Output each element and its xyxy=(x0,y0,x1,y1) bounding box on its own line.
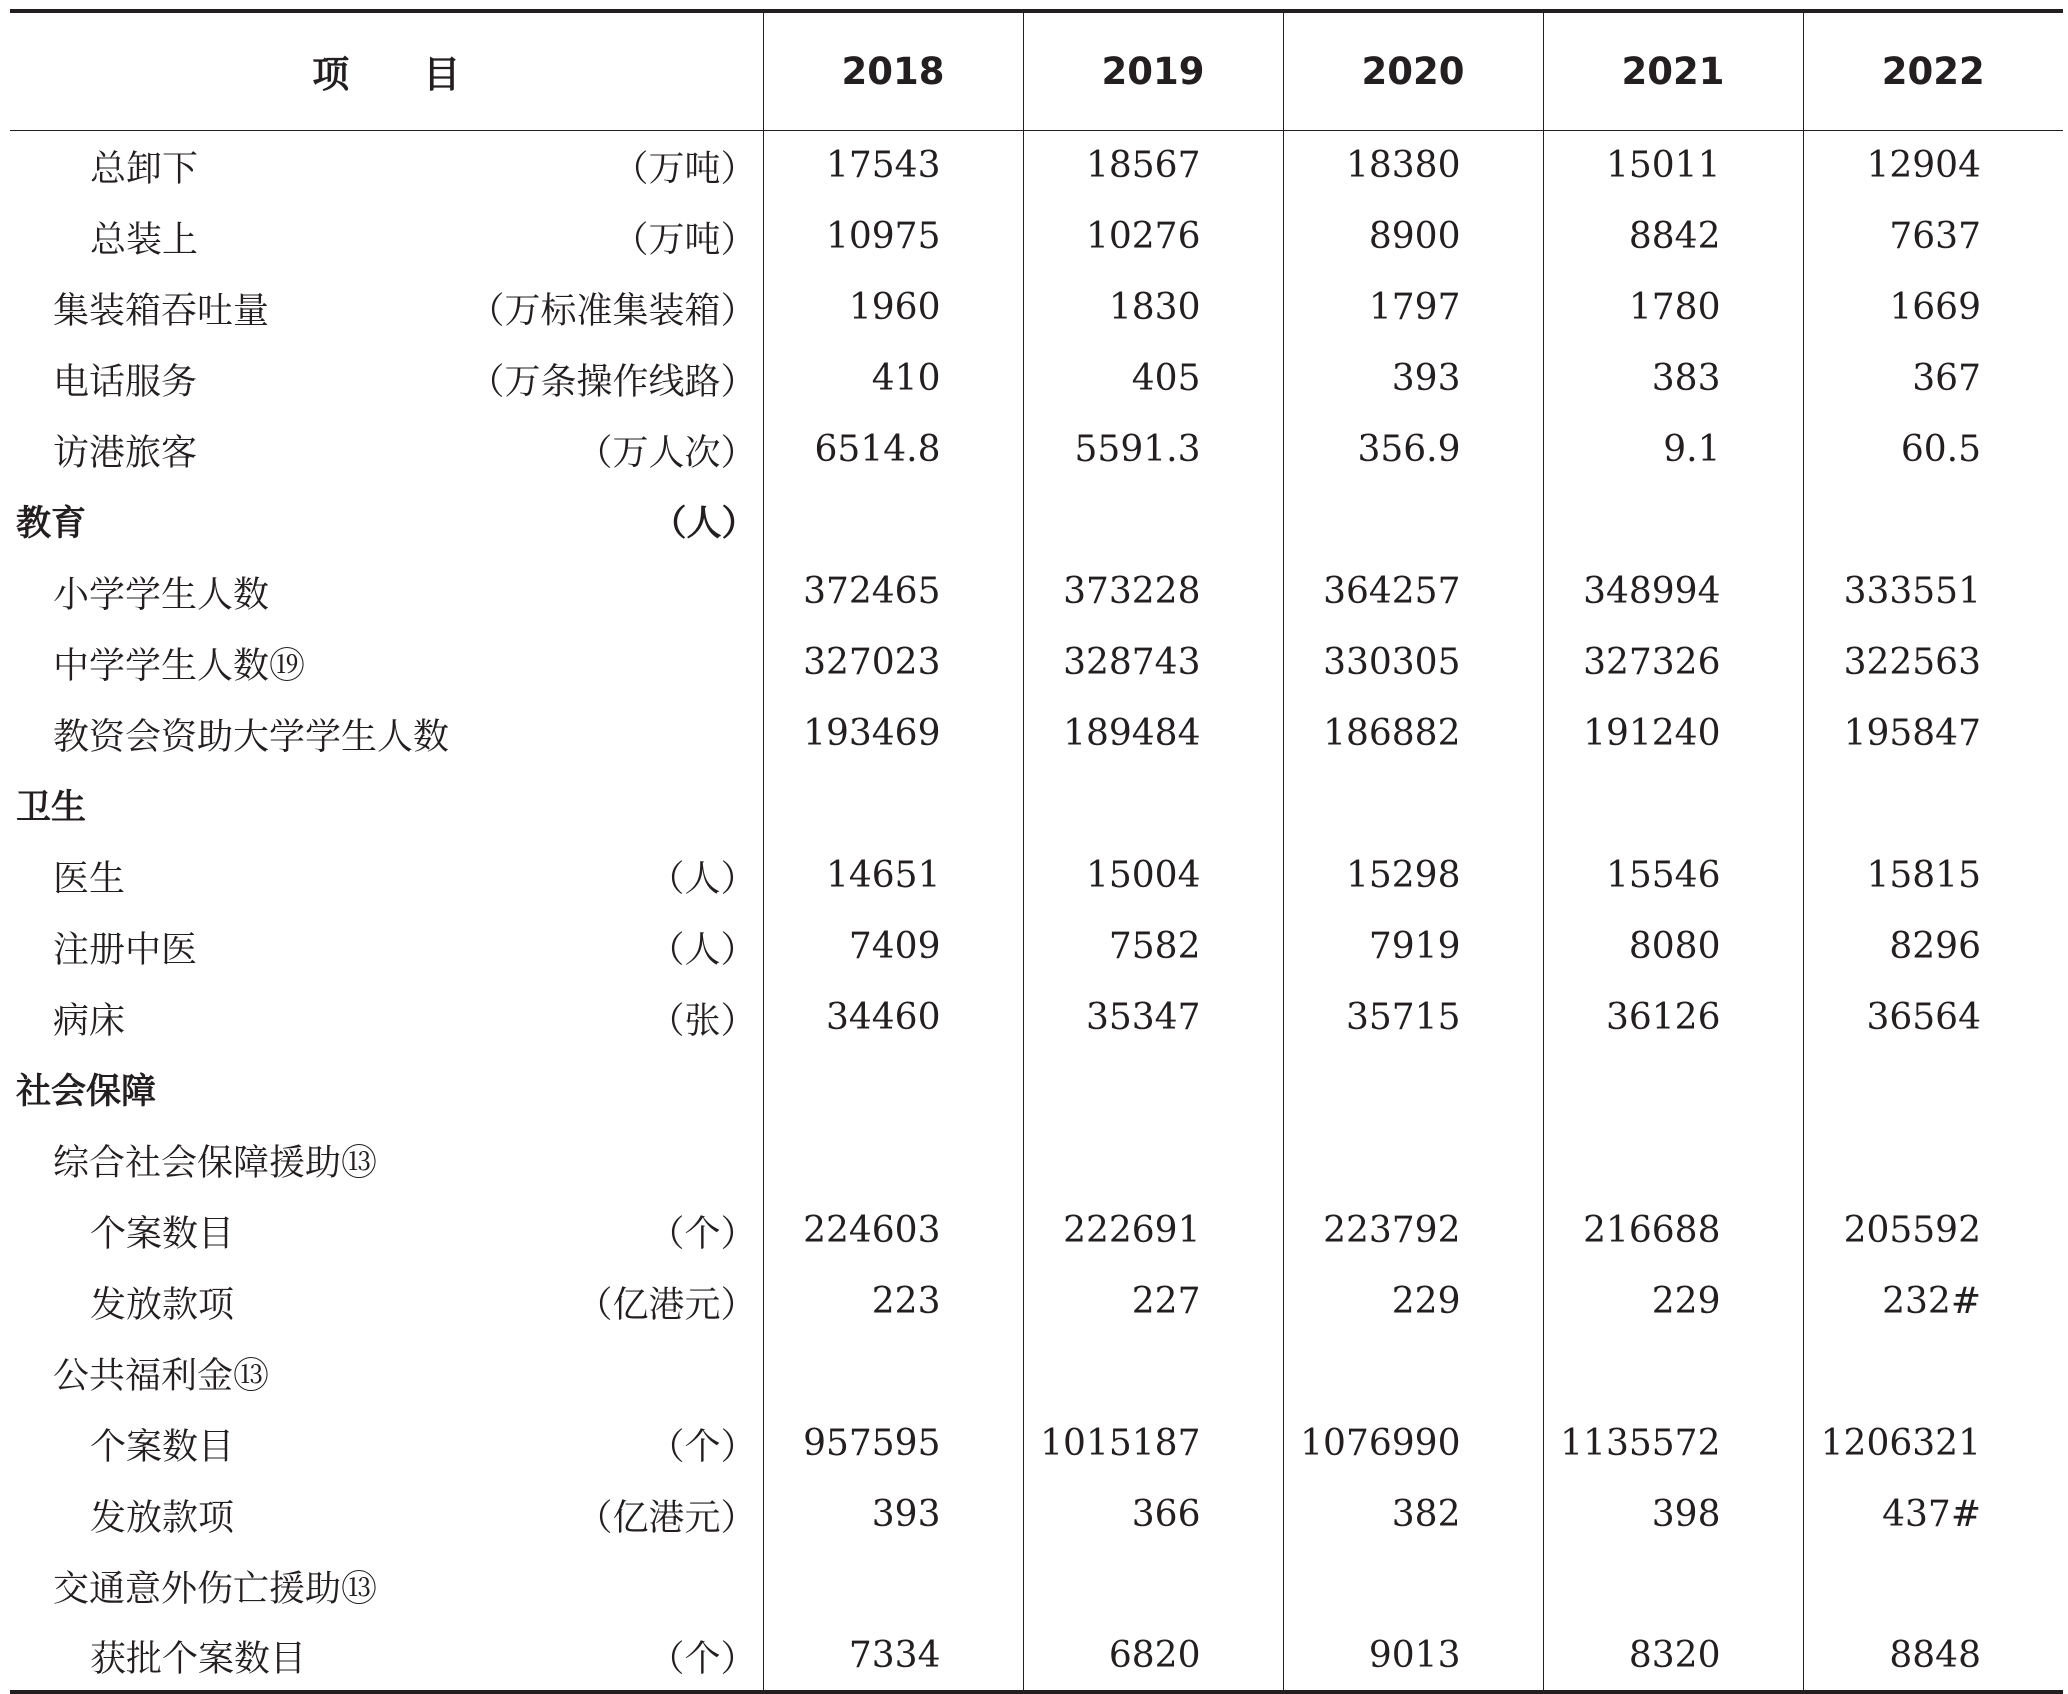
value-cell-2020 xyxy=(1283,1124,1543,1195)
value-cell-2020: 330305 xyxy=(1283,627,1543,698)
header-row xyxy=(10,11,2063,130)
table-row xyxy=(10,911,2063,982)
row-unit: （万吨） xyxy=(612,148,757,190)
value-cell-2018: 957595 xyxy=(763,1408,1023,1479)
year-header: 2020 xyxy=(1283,11,1543,130)
row-label: 病床 xyxy=(53,1000,126,1041)
value-cell-2018 xyxy=(763,485,1023,556)
value-cell-2020: 223792 xyxy=(1283,1195,1543,1266)
value-cell-2018 xyxy=(763,1124,1023,1195)
value-cell-2018: 372465 xyxy=(763,556,1023,627)
value-cell-2020: 8900 xyxy=(1283,201,1543,272)
value-cell-2018: 34460 xyxy=(763,982,1023,1053)
value-cell-2021: 36126 xyxy=(1543,982,1803,1053)
value-cell-2022 xyxy=(1803,485,2063,556)
row-label: 访港旅客 xyxy=(53,432,198,473)
value-cell-2022: 205592 xyxy=(1803,1195,2063,1266)
value-cell-2022: 15815 xyxy=(1803,840,2063,911)
row-label-cell xyxy=(10,1408,763,1479)
value-cell-2020: 7919 xyxy=(1283,911,1543,982)
value-cell-2018: 1960 xyxy=(763,272,1023,343)
table-row xyxy=(10,1124,2063,1195)
value-cell-2019: 18567 xyxy=(1023,130,1283,201)
value-cell-2021: 1780 xyxy=(1543,272,1803,343)
value-cell-2020: 18380 xyxy=(1283,130,1543,201)
year-header: 2021 xyxy=(1543,11,1803,130)
value-cell-2020 xyxy=(1283,1337,1543,1408)
value-cell-2019: 189484 xyxy=(1023,698,1283,769)
value-cell-2020 xyxy=(1283,769,1543,840)
row-unit: （万吨） xyxy=(612,219,757,260)
table-row xyxy=(10,698,2063,769)
value-cell-2019: 1015187 xyxy=(1023,1408,1283,1479)
value-cell-2018: 7409 xyxy=(763,911,1023,982)
value-cell-2018 xyxy=(763,1053,1023,1124)
value-cell-2018: 327023 xyxy=(763,627,1023,698)
value-cell-2018 xyxy=(763,1550,1023,1621)
section-title: 教育 xyxy=(16,503,87,544)
table-row xyxy=(10,414,2063,485)
value-cell-2021 xyxy=(1543,485,1803,556)
table-row xyxy=(10,1550,2063,1621)
row-unit: （张） xyxy=(648,1000,757,1041)
value-cell-2018: 223 xyxy=(763,1266,1023,1337)
row-label: 获批个案数目 xyxy=(90,1638,307,1679)
value-cell-2019: 222691 xyxy=(1023,1195,1283,1266)
value-cell-2019 xyxy=(1023,769,1283,840)
table-row xyxy=(10,1408,2063,1479)
row-unit: （亿港元） xyxy=(576,1284,757,1325)
row-unit: （人） xyxy=(651,503,757,544)
row-unit: （个） xyxy=(648,1638,757,1679)
value-cell-2021: 348994 xyxy=(1543,556,1803,627)
section-title: 社会保障 xyxy=(16,1071,157,1112)
value-cell-2019: 328743 xyxy=(1023,627,1283,698)
value-cell-2022: 1206321 xyxy=(1803,1408,2063,1479)
row-label: 个案数目 xyxy=(90,1426,235,1467)
value-cell-2022: 437# xyxy=(1803,1479,2063,1550)
value-cell-2019: 373228 xyxy=(1023,556,1283,627)
value-cell-2018: 10975 xyxy=(763,201,1023,272)
row-label-cell xyxy=(10,698,763,769)
table-row xyxy=(10,1479,2063,1550)
value-cell-2019: 366 xyxy=(1023,1479,1283,1550)
statistics-table xyxy=(10,9,2063,1694)
value-cell-2021: 216688 xyxy=(1543,1195,1803,1266)
value-cell-2022 xyxy=(1803,1053,2063,1124)
row-label: 医生 xyxy=(53,858,126,899)
row-label: 电话服务 xyxy=(53,361,198,402)
value-cell-2021: 15011 xyxy=(1543,130,1803,201)
row-unit: （万标准集装箱） xyxy=(468,290,757,331)
row-label-cell xyxy=(10,343,763,414)
value-cell-2020: 393 xyxy=(1283,343,1543,414)
row-label-cell xyxy=(10,272,763,343)
row-label: 交通意外伤亡援助⑬ xyxy=(53,1568,378,1609)
value-cell-2022: 8296 xyxy=(1803,911,2063,982)
value-cell-2020: 186882 xyxy=(1283,698,1543,769)
value-cell-2022 xyxy=(1803,1337,2063,1408)
row-unit: （亿港元） xyxy=(576,1497,757,1538)
value-cell-2022: 36564 xyxy=(1803,982,2063,1053)
value-cell-2022: 195847 xyxy=(1803,698,2063,769)
table-row xyxy=(10,130,2063,201)
value-cell-2022: 333551 xyxy=(1803,556,2063,627)
value-cell-2019: 227 xyxy=(1023,1266,1283,1337)
value-cell-2019: 10276 xyxy=(1023,201,1283,272)
section-title: 卫生 xyxy=(16,787,87,828)
row-label: 小学学生人数 xyxy=(53,574,270,615)
row-label: 教资会资助大学学生人数 xyxy=(53,716,450,757)
table-row xyxy=(10,627,2063,698)
value-cell-2022: 322563 xyxy=(1803,627,2063,698)
row-label-cell xyxy=(10,201,763,272)
value-cell-2019: 1830 xyxy=(1023,272,1283,343)
value-cell-2020 xyxy=(1283,485,1543,556)
table-row xyxy=(10,1337,2063,1408)
value-cell-2022: 60.5 xyxy=(1803,414,2063,485)
value-cell-2019: 6820 xyxy=(1023,1621,1283,1692)
row-unit: （人） xyxy=(648,929,757,970)
row-label: 注册中医 xyxy=(53,929,198,970)
value-cell-2022: 8848 xyxy=(1803,1621,2063,1692)
year-header: 2018 xyxy=(763,11,1023,130)
value-cell-2022 xyxy=(1803,769,2063,840)
value-cell-2022: 7637 xyxy=(1803,201,2063,272)
table-row xyxy=(10,1621,2063,1692)
table-row xyxy=(10,272,2063,343)
row-label-cell xyxy=(10,1337,763,1408)
value-cell-2021: 327326 xyxy=(1543,627,1803,698)
value-cell-2022: 12904 xyxy=(1803,130,2063,201)
value-cell-2021: 1135572 xyxy=(1543,1408,1803,1479)
value-cell-2018: 6514.8 xyxy=(763,414,1023,485)
row-label-cell xyxy=(10,1053,763,1124)
value-cell-2020: 1076990 xyxy=(1283,1408,1543,1479)
row-label-cell xyxy=(10,769,763,840)
row-label-cell xyxy=(10,1550,763,1621)
value-cell-2020: 229 xyxy=(1283,1266,1543,1337)
table-row xyxy=(10,982,2063,1053)
value-cell-2018 xyxy=(763,1337,1023,1408)
value-cell-2020: 364257 xyxy=(1283,556,1543,627)
value-cell-2021: 9.1 xyxy=(1543,414,1803,485)
value-cell-2018: 193469 xyxy=(763,698,1023,769)
row-label: 发放款项 xyxy=(90,1497,235,1538)
value-cell-2019 xyxy=(1023,1337,1283,1408)
row-unit: （个） xyxy=(648,1213,757,1254)
row-label: 发放款项 xyxy=(90,1284,235,1325)
value-cell-2022 xyxy=(1803,1550,2063,1621)
value-cell-2018: 410 xyxy=(763,343,1023,414)
row-label: 集装箱吞吐量 xyxy=(53,290,270,331)
value-cell-2022 xyxy=(1803,1124,2063,1195)
row-label-cell xyxy=(10,1266,763,1337)
section-row xyxy=(10,1053,2063,1124)
item-column-header: 项 目 xyxy=(10,11,763,130)
row-unit: （万人次） xyxy=(576,432,757,473)
row-label-cell xyxy=(10,414,763,485)
row-label-cell xyxy=(10,485,763,556)
table-row xyxy=(10,1266,2063,1337)
value-cell-2019: 15004 xyxy=(1023,840,1283,911)
value-cell-2020: 382 xyxy=(1283,1479,1543,1550)
year-header: 2019 xyxy=(1023,11,1283,130)
row-unit: （万条操作线路） xyxy=(468,361,757,402)
row-label-cell xyxy=(10,1621,763,1692)
value-cell-2019 xyxy=(1023,1124,1283,1195)
value-cell-2018: 224603 xyxy=(763,1195,1023,1266)
value-cell-2019: 35347 xyxy=(1023,982,1283,1053)
value-cell-2018: 14651 xyxy=(763,840,1023,911)
table-row xyxy=(10,840,2063,911)
row-label-cell xyxy=(10,911,763,982)
value-cell-2020: 15298 xyxy=(1283,840,1543,911)
value-cell-2021: 398 xyxy=(1543,1479,1803,1550)
value-cell-2021 xyxy=(1543,1337,1803,1408)
value-cell-2018: 17543 xyxy=(763,130,1023,201)
value-cell-2018 xyxy=(763,769,1023,840)
row-label-cell xyxy=(10,1195,763,1266)
value-cell-2021: 383 xyxy=(1543,343,1803,414)
value-cell-2021: 229 xyxy=(1543,1266,1803,1337)
value-cell-2018: 393 xyxy=(763,1479,1023,1550)
value-cell-2019: 7582 xyxy=(1023,911,1283,982)
value-cell-2021 xyxy=(1543,769,1803,840)
value-cell-2019 xyxy=(1023,485,1283,556)
row-label: 中学学生人数⑲ xyxy=(53,645,306,686)
row-label-cell xyxy=(10,1479,763,1550)
value-cell-2021: 15546 xyxy=(1543,840,1803,911)
value-cell-2021: 8080 xyxy=(1543,911,1803,982)
row-label-cell xyxy=(10,130,763,201)
value-cell-2019 xyxy=(1023,1550,1283,1621)
row-label-cell xyxy=(10,1124,763,1195)
year-header: 2022 xyxy=(1803,11,2063,130)
row-unit: （人） xyxy=(648,858,757,899)
row-unit: （个） xyxy=(648,1426,757,1467)
table-row xyxy=(10,1195,2063,1266)
row-label-cell xyxy=(10,982,763,1053)
value-cell-2022: 1669 xyxy=(1803,272,2063,343)
value-cell-2022: 367 xyxy=(1803,343,2063,414)
value-cell-2019: 5591.3 xyxy=(1023,414,1283,485)
section-row xyxy=(10,769,2063,840)
value-cell-2021: 8320 xyxy=(1543,1621,1803,1692)
value-cell-2021 xyxy=(1543,1053,1803,1124)
table-row xyxy=(10,201,2063,272)
row-label-cell xyxy=(10,556,763,627)
row-label-cell xyxy=(10,840,763,911)
value-cell-2021: 8842 xyxy=(1543,201,1803,272)
value-cell-2019: 405 xyxy=(1023,343,1283,414)
value-cell-2020: 356.9 xyxy=(1283,414,1543,485)
value-cell-2020: 9013 xyxy=(1283,1621,1543,1692)
value-cell-2021: 191240 xyxy=(1543,698,1803,769)
section-row xyxy=(10,485,2063,556)
value-cell-2020 xyxy=(1283,1550,1543,1621)
row-label-cell xyxy=(10,627,763,698)
table-row xyxy=(10,556,2063,627)
row-label: 综合社会保障援助⑬ xyxy=(53,1142,378,1183)
value-cell-2020 xyxy=(1283,1053,1543,1124)
value-cell-2018: 7334 xyxy=(763,1621,1023,1692)
table-body xyxy=(10,130,2063,1692)
row-label: 个案数目 xyxy=(90,1213,235,1254)
value-cell-2022: 232# xyxy=(1803,1266,2063,1337)
row-label: 公共福利金⑬ xyxy=(53,1355,270,1396)
value-cell-2020: 1797 xyxy=(1283,272,1543,343)
value-cell-2021 xyxy=(1543,1550,1803,1621)
row-label: 总装上 xyxy=(90,219,199,260)
row-label: 总卸下 xyxy=(90,148,199,190)
table-row xyxy=(10,343,2063,414)
value-cell-2021 xyxy=(1543,1124,1803,1195)
value-cell-2019 xyxy=(1023,1053,1283,1124)
value-cell-2020: 35715 xyxy=(1283,982,1543,1053)
